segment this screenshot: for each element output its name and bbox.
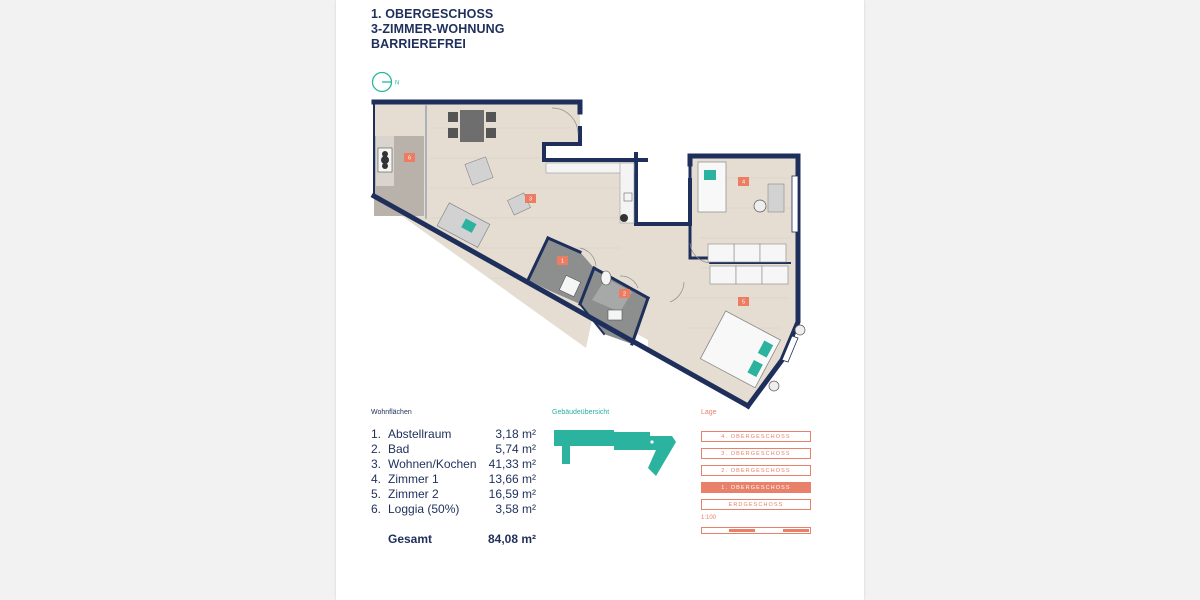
area-num: 2. bbox=[371, 442, 382, 456]
floor-1og-active[interactable]: 1. OBERGESCHOSS bbox=[701, 482, 811, 493]
single-bed bbox=[698, 162, 726, 212]
svg-text:1: 1 bbox=[560, 258, 565, 265]
area-value: 3,18 m² bbox=[495, 427, 536, 441]
floor-3og[interactable]: 3. OBERGESCHOSS bbox=[701, 448, 811, 459]
total-label: Gesamt bbox=[388, 532, 433, 546]
scale-bar bbox=[701, 527, 811, 534]
svg-text:6: 6 bbox=[407, 155, 412, 162]
area-value: 16,59 m² bbox=[488, 487, 536, 501]
area-name: Bad bbox=[388, 442, 410, 456]
area-value: 13,66 m² bbox=[488, 472, 536, 486]
title-floor: 1. OBERGESCHOSS bbox=[371, 7, 494, 21]
areas-section-label: Wohnflächen bbox=[371, 409, 412, 416]
svg-text:2: 2 bbox=[622, 291, 627, 298]
area-row bbox=[371, 457, 536, 472]
area-value: 41,33 m² bbox=[488, 457, 536, 471]
floor-eg[interactable]: ERDGESCHOSS bbox=[701, 499, 811, 510]
area-num: 5. bbox=[371, 487, 382, 501]
title-unit-type: 3-ZIMMER-WOHNUNG bbox=[371, 22, 505, 36]
svg-text:3: 3 bbox=[528, 196, 533, 203]
floor-plan bbox=[370, 98, 840, 413]
title-accessibility: BARRIEREFREI bbox=[371, 37, 466, 51]
area-row bbox=[371, 487, 536, 502]
area-row bbox=[371, 472, 536, 487]
svg-text:4: 4 bbox=[741, 179, 746, 186]
floor-2og[interactable]: 2. OBERGESCHOSS bbox=[701, 465, 811, 476]
area-num: 1. bbox=[371, 427, 382, 441]
compass-north-label: N bbox=[395, 80, 400, 87]
location-section-label: Lage bbox=[701, 409, 717, 416]
area-value: 3,58 m² bbox=[495, 502, 536, 516]
floor-4og[interactable]: 4. OBERGESCHOSS bbox=[701, 431, 811, 442]
scale-label: 1:100 bbox=[701, 515, 717, 521]
area-name: Loggia (50%) bbox=[388, 502, 460, 516]
total-value: 84,08 m² bbox=[487, 532, 536, 546]
document-sheet bbox=[336, 0, 864, 600]
area-name: Zimmer 1 bbox=[388, 472, 439, 486]
page-title bbox=[371, 7, 505, 52]
area-list bbox=[371, 427, 536, 547]
floor-selector bbox=[701, 431, 811, 516]
area-row bbox=[371, 427, 536, 442]
area-name: Zimmer 2 bbox=[388, 487, 439, 501]
area-name: Wohnen/Kochen bbox=[388, 457, 477, 471]
compass-icon bbox=[371, 70, 405, 94]
overview-section-label: Gebäudeübersicht bbox=[552, 409, 610, 416]
area-row bbox=[371, 442, 536, 457]
area-row bbox=[371, 502, 536, 517]
building-overview-icon bbox=[552, 428, 682, 480]
area-value: 5,74 m² bbox=[495, 442, 536, 456]
area-num: 4. bbox=[371, 472, 382, 486]
total-row bbox=[371, 532, 536, 547]
svg-text:5: 5 bbox=[741, 299, 746, 306]
area-num: 3. bbox=[371, 457, 382, 471]
area-num: 6. bbox=[371, 502, 382, 516]
area-name: Abstellraum bbox=[388, 427, 452, 441]
